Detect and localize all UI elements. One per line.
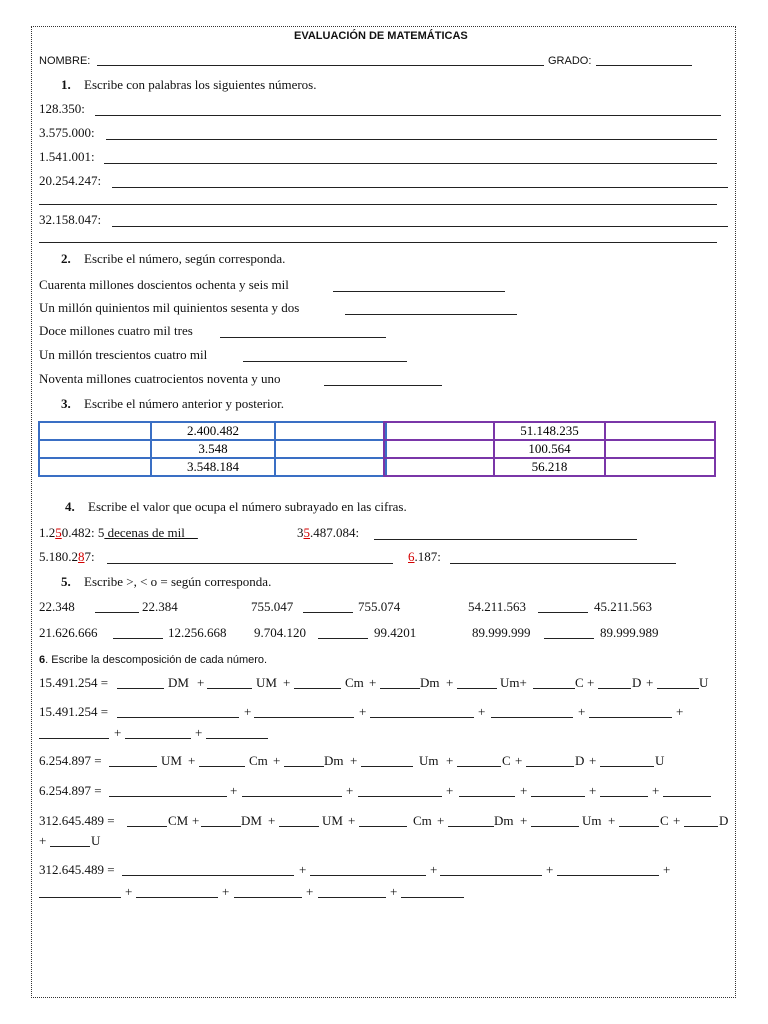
unit-c: C: [502, 753, 511, 768]
table-row: [39, 458, 386, 476]
q2-answer-line-3[interactable]: [220, 337, 386, 338]
q5-r1-a-blank[interactable]: [95, 612, 139, 613]
q4-item-3-pre: 5.180.2: [39, 549, 78, 564]
plus-sign: +: [515, 753, 523, 768]
q4-item-4: [408, 549, 441, 565]
unit-um: UM: [256, 675, 277, 690]
q6-number: 6: [39, 654, 46, 666]
q6-instruction: [39, 652, 267, 668]
unit-um: UM: [322, 813, 343, 828]
unit-cm: Cm: [249, 753, 268, 768]
plus-sign: +: [268, 813, 276, 828]
q5-r1-b-blank[interactable]: [303, 612, 353, 613]
answer-cell[interactable]: [275, 440, 386, 458]
unit-um-lower: Um: [582, 813, 602, 828]
plus-sign: +: [125, 884, 133, 899]
q3-table-left: [38, 421, 387, 477]
q5-r2-b-blank[interactable]: [318, 638, 368, 639]
plus-sign: +: [673, 813, 681, 828]
q6-blank[interactable]: [657, 688, 699, 689]
q6-blank[interactable]: [531, 796, 585, 797]
q4-item-1-post: 0.482: 5: [61, 525, 105, 540]
q6-blank[interactable]: [457, 766, 501, 767]
plus-sign: +: [478, 704, 486, 719]
q6-blank[interactable]: [294, 688, 341, 689]
q6-blank[interactable]: [136, 897, 218, 898]
unit-cm: Cm: [413, 813, 432, 828]
answer-cell[interactable]: [384, 440, 494, 458]
answer-cell[interactable]: [39, 422, 151, 440]
q1-item-3: 1.541.001:: [39, 149, 95, 164]
q1-answer-line-1[interactable]: [95, 115, 721, 116]
q6-blank[interactable]: [242, 796, 342, 797]
number-cell: 2.400.482: [151, 422, 275, 440]
plus-sign: +: [192, 813, 200, 828]
q1-answer-line-4b[interactable]: [39, 204, 717, 205]
plus-sign: +: [369, 675, 377, 690]
q5-r1-c-blank[interactable]: [538, 612, 588, 613]
unit-d: D: [575, 753, 585, 768]
plus-sign: +: [299, 862, 307, 877]
q2-answer-line-2[interactable]: [345, 314, 517, 315]
number-cell: 56.218: [494, 458, 605, 476]
q5-r2-c-blank[interactable]: [544, 638, 594, 639]
q1-number: 1.: [61, 77, 71, 92]
q4-item-2-pre: 3: [297, 525, 304, 540]
table-row: [384, 422, 715, 440]
answer-cell[interactable]: [275, 422, 386, 440]
q6-blank[interactable]: [370, 717, 474, 718]
plus-sign: +: [222, 884, 230, 899]
answer-cell[interactable]: [275, 458, 386, 476]
plus-sign: +: [446, 753, 454, 768]
answer-cell[interactable]: [605, 440, 715, 458]
q6-number-1b: 15.491.254 =: [39, 704, 109, 719]
q6-blank[interactable]: [600, 766, 654, 767]
plus-sign: +: [306, 884, 314, 899]
q6-blank[interactable]: [358, 796, 442, 797]
q4-answer-line-3[interactable]: [107, 563, 393, 564]
plus-sign: +: [348, 813, 356, 828]
underlined-digit: 6: [408, 549, 415, 564]
q1-item-5: 32.158.047:: [39, 212, 102, 227]
plus-sign: +: [446, 783, 454, 798]
q2-item-2: Un millón quinientos mil quinientos sesenta y dos: [39, 300, 300, 315]
grade-label: GRADO:: [548, 55, 592, 67]
plus-sign: +: [437, 813, 445, 828]
q5-r2-a-right: 12.256.668: [168, 625, 227, 640]
q6-blank[interactable]: [361, 766, 413, 767]
worksheet-title: EVALUACIÓN DE MATEMÁTICAS: [294, 30, 468, 42]
q4-answer-line-2[interactable]: [374, 539, 637, 540]
unit-dm: DM: [241, 813, 262, 828]
q6-blank[interactable]: [318, 897, 386, 898]
q2-answer-line-5[interactable]: [324, 385, 442, 386]
plus-sign: +: [390, 884, 398, 899]
q5-r2-c-right: 89.999.989: [600, 625, 659, 640]
plus-sign: +: [359, 704, 367, 719]
unit-u: U: [699, 675, 709, 690]
plus-sign: +: [520, 783, 528, 798]
plus-sign: +: [350, 753, 358, 768]
q6-blank[interactable]: [533, 688, 575, 689]
table-row: [384, 440, 715, 458]
q6-blank[interactable]: [401, 897, 464, 898]
q4-number: 4.: [65, 499, 75, 514]
plus-sign: +: [195, 725, 203, 740]
plus-sign: +: [39, 833, 47, 848]
q1-answer-line-2[interactable]: [106, 139, 717, 140]
q6-blank[interactable]: [109, 796, 227, 797]
q6-number-1: 15.491.254 =: [39, 675, 109, 690]
q6-blank[interactable]: [619, 826, 659, 827]
answer-cell[interactable]: [384, 458, 494, 476]
q5-r2-b-left: 9.704.120: [254, 625, 306, 640]
table-row: [384, 458, 715, 476]
plus-sign: +: [589, 753, 597, 768]
plus-sign: +: [346, 783, 354, 798]
unit-um-lower: Um: [419, 753, 439, 768]
unit-dm: DM: [168, 675, 189, 690]
q2-instruction: Escribe el número, según corresponda.: [84, 251, 286, 266]
plus-sign: +: [446, 675, 454, 690]
unit-dm-lower: Dm: [324, 753, 344, 768]
unit-u: U: [655, 753, 665, 768]
q3-instruction: Escribe el número anterior y posterior.: [84, 396, 284, 411]
q6-blank[interactable]: [459, 796, 515, 797]
q1-item-1: 128.350:: [39, 101, 85, 116]
q6-blank[interactable]: [589, 717, 672, 718]
plus-sign: +: [230, 783, 238, 798]
plus-sign: +: [652, 783, 660, 798]
q6-blank[interactable]: [117, 688, 164, 689]
unit-cm-upper: CM: [168, 813, 189, 828]
answer-cell[interactable]: [39, 458, 151, 476]
name-field[interactable]: [97, 65, 544, 66]
plus-sign: +: [244, 704, 252, 719]
answer-cell[interactable]: [39, 440, 151, 458]
q1-answer-line-3[interactable]: [104, 163, 717, 164]
q5-r1-a-right: 22.384: [142, 599, 178, 614]
q4-item-1: [39, 525, 198, 541]
q6-blank[interactable]: [598, 688, 631, 689]
q3-table-right: [383, 421, 716, 477]
q6-blank[interactable]: [380, 688, 420, 689]
q6-blank[interactable]: [50, 846, 90, 847]
q4-item-2: [297, 525, 359, 541]
q6-blank[interactable]: [122, 875, 294, 876]
number-cell: 3.548.184: [151, 458, 275, 476]
q5-r1-b-right: 755.074: [358, 599, 401, 614]
q5-r1-b-left: 755.047: [251, 599, 294, 614]
plus-sign: +: [197, 675, 205, 690]
q4-item-3-post: 7:: [84, 549, 95, 564]
q6-blank[interactable]: [39, 738, 109, 739]
q5-r1-c-left: 54.211.563: [468, 599, 527, 614]
q6-blank[interactable]: [39, 897, 121, 898]
q6-instruction-text: . Escribe la descomposición de cada número.: [45, 654, 268, 666]
q2-answer-line-1[interactable]: [333, 291, 505, 292]
plus-sign: +: [646, 675, 654, 690]
q6-blank[interactable]: [557, 875, 659, 876]
q6-blank[interactable]: [199, 766, 245, 767]
q6-blank[interactable]: [491, 717, 573, 718]
unit-um: UM: [161, 753, 182, 768]
number-cell: 100.564: [494, 440, 605, 458]
q4-item-1-answer: decenas de mil: [104, 525, 198, 540]
q5-number: 5.: [61, 574, 71, 589]
plus-sign: +: [430, 862, 438, 877]
unit-u: U: [91, 833, 101, 848]
table-row: [39, 440, 386, 458]
q4-answer-line-4[interactable]: [450, 563, 676, 564]
underlined-digit: 5: [55, 525, 62, 540]
answer-cell[interactable]: [605, 422, 715, 440]
q6-number-3: 312.645.489 =: [39, 813, 115, 828]
q6-number-3b: 312.645.489 =: [39, 862, 115, 877]
q2-answer-line-4[interactable]: [243, 361, 407, 362]
q2-item-1: Cuarenta millones doscientos ochenta y seis mil: [39, 277, 289, 292]
answer-cell[interactable]: [384, 422, 494, 440]
unit-cm: Cm: [345, 675, 364, 690]
underlined-digit: 8: [78, 549, 85, 564]
q5-r2-c-left: 89.999.999: [472, 625, 531, 640]
q1-answer-line-5[interactable]: [112, 226, 728, 227]
q6-blank[interactable]: [207, 688, 252, 689]
unit-dm-lower: Dm: [494, 813, 514, 828]
plus-sign: +: [114, 725, 122, 740]
grade-field[interactable]: [596, 65, 692, 66]
q4-item-3: [39, 549, 95, 565]
unit-dm-lower: Dm: [420, 675, 440, 690]
q6-blank[interactable]: [457, 688, 497, 689]
q6-blank[interactable]: [284, 766, 324, 767]
q6-blank[interactable]: [663, 796, 711, 797]
q3-number: 3.: [61, 396, 71, 411]
q6-blank[interactable]: [234, 897, 302, 898]
name-label: NOMBRE:: [39, 55, 91, 67]
q6-blank[interactable]: [109, 766, 157, 767]
q6-blank[interactable]: [125, 738, 191, 739]
q6-blank[interactable]: [127, 826, 167, 827]
q4-item-4-post: .187:: [414, 549, 441, 564]
q5-r1-a-left: 22.348: [39, 599, 75, 614]
plus-sign: +: [587, 675, 595, 690]
q5-r2-b-right: 99.4201: [374, 625, 417, 640]
plus-sign: +: [520, 813, 528, 828]
q6-blank[interactable]: [448, 826, 494, 827]
q1-instruction: Escribe con palabras los siguientes números.: [84, 77, 317, 92]
unit-d: D: [632, 675, 642, 690]
q6-blank[interactable]: [206, 738, 268, 739]
plus-sign: +: [578, 704, 586, 719]
q4-instruction: Escribe el valor que ocupa el número subrayado en las cifras.: [88, 499, 407, 514]
q6-blank[interactable]: [531, 826, 579, 827]
q6-blank[interactable]: [526, 766, 574, 767]
plus-sign: +: [188, 753, 196, 768]
q2-item-4: Un millón trescientos cuatro mil: [39, 347, 208, 362]
plus-sign: +: [608, 813, 616, 828]
q5-r1-c-right: 45.211.563: [594, 599, 653, 614]
number-cell: 3.548: [151, 440, 275, 458]
plus-sign: +: [283, 675, 291, 690]
plus-sign: +: [546, 862, 554, 877]
q6-blank[interactable]: [600, 796, 648, 797]
q2-number: 2.: [61, 251, 71, 266]
q1-item-2: 3.575.000:: [39, 125, 95, 140]
q6-blank[interactable]: [117, 717, 239, 718]
unit-c: C: [575, 675, 584, 690]
q6-number-2: 6.254.897 =: [39, 753, 102, 768]
q5-instruction: Escribe >, < o = según corresponda.: [84, 574, 272, 589]
q6-number-2b: 6.254.897 =: [39, 783, 102, 798]
plus-sign: +: [676, 704, 684, 719]
q6-blank[interactable]: [684, 826, 718, 827]
q5-r2-a-left: 21.626.666: [39, 625, 98, 640]
q6-blank[interactable]: [201, 826, 241, 827]
q4-item-1-pre: 1.2: [39, 525, 56, 540]
table-row: [39, 422, 386, 440]
unit-um-lower: Um+: [500, 675, 527, 690]
q6-blank[interactable]: [310, 875, 426, 876]
q4-item-2-post: .487.084:: [310, 525, 360, 540]
q1-answer-line-5b[interactable]: [39, 242, 717, 243]
unit-d: D: [719, 813, 729, 828]
number-cell: 51.148.235: [494, 422, 605, 440]
q2-item-3: Doce millones cuatro mil tres: [39, 323, 193, 338]
unit-c: C: [660, 813, 669, 828]
q6-blank[interactable]: [254, 717, 354, 718]
q1-answer-line-4[interactable]: [112, 187, 728, 188]
q2-item-5: Noventa millones cuatrocientos noventa y uno: [39, 371, 281, 386]
underlined-digit: 5: [303, 525, 310, 540]
plus-sign: +: [589, 783, 597, 798]
plus-sign: +: [273, 753, 281, 768]
q5-r2-a-blank[interactable]: [113, 638, 163, 639]
q6-blank[interactable]: [359, 826, 407, 827]
answer-cell[interactable]: [605, 458, 715, 476]
q1-item-4: 20.254.247:: [39, 173, 102, 188]
q6-blank[interactable]: [440, 875, 542, 876]
plus-sign: +: [663, 862, 671, 877]
q6-blank[interactable]: [279, 826, 319, 827]
